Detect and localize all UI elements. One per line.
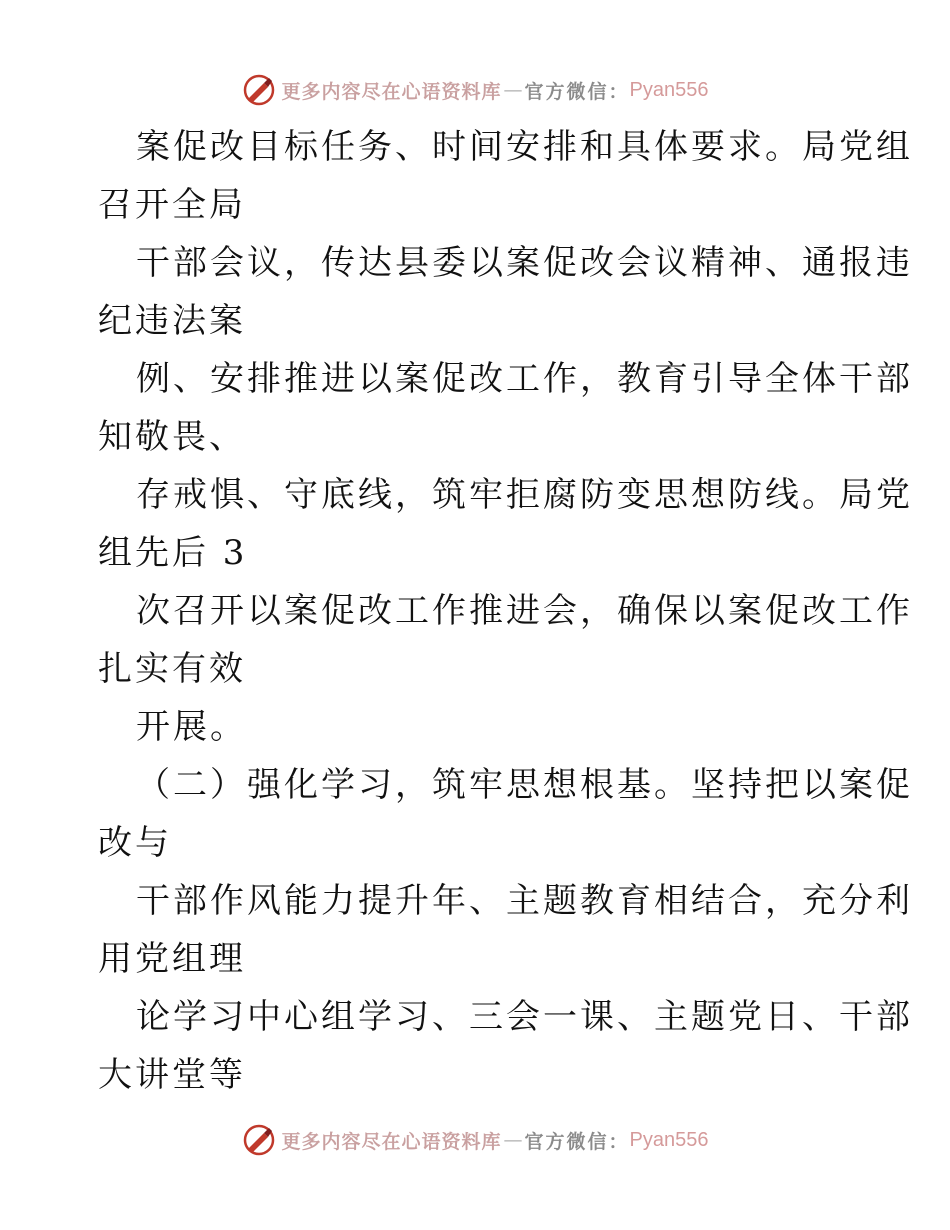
paragraph-line-wrapped: 召开全局 [98, 185, 246, 225]
watermark-text: 更多内容尽在心语资料库 [281, 80, 502, 103]
paragraph-line-indented: （二）强化学习，筑牢思想根基。坚持把以案促 [136, 765, 913, 805]
paragraph [98, 582, 913, 698]
paragraph-line-indented: 次召开以案促改工作推进会，确保以案促改工作 [136, 591, 913, 631]
paragraph-line-wrapped: 大讲堂等 [98, 1055, 246, 1095]
paragraph-line-indented: 存戒惧、守底线，筑牢拒腐防变思想防线。局党 [136, 475, 913, 515]
paragraph [98, 118, 913, 234]
paragraph-line-indented: 干部会议，传达县委以案促改会议精神、通报违 [136, 243, 913, 283]
paragraph-line-wrapped: 知敬畏、 [98, 417, 246, 457]
pen-logo-icon [242, 73, 276, 107]
paragraph [98, 350, 913, 466]
watermark-wechat-label: 官方微信： [524, 80, 630, 103]
watermark-wechat-label: 官方微信： [524, 1130, 630, 1153]
footer-watermark [0, 1122, 950, 1158]
paragraph-line-wrapped: 组先后 3 [98, 533, 248, 573]
paragraph-line-indented: 干部作风能力提升年、主题教育相结合，充分利 [136, 881, 913, 921]
paragraph-line-indented: 开展。 [136, 707, 247, 747]
paragraph-line-wrapped: 扎实有效 [98, 649, 246, 689]
paragraph [98, 872, 913, 988]
paragraph [98, 988, 913, 1104]
paragraph-line-indented: 案促改目标任务、时间安排和具体要求。局党组 [136, 127, 913, 167]
paragraph-line-indented: 论学习中心组学习、三会一课、主题党日、干部 [136, 997, 913, 1037]
paragraph-line-indented: 例、安排推进以案促改工作，教育引导全体干部 [136, 359, 913, 399]
watermark-wechat-id: Pyan556 [629, 78, 709, 101]
watermark-separator: — [503, 1129, 523, 1151]
pen-logo-icon [242, 1123, 276, 1157]
header-watermark [0, 72, 950, 108]
watermark-separator: — [503, 79, 523, 101]
paragraph-line-wrapped: 改与 [98, 823, 172, 863]
paragraph [98, 698, 858, 756]
paragraph [98, 466, 913, 582]
paragraph [98, 756, 913, 872]
paragraph-line-wrapped: 纪违法案 [98, 301, 246, 341]
watermark-wechat-id: Pyan556 [629, 1128, 709, 1151]
document-body [98, 118, 913, 1104]
paragraph-line-wrapped: 用党组理 [98, 939, 246, 979]
paragraph [98, 234, 913, 350]
watermark-text: 更多内容尽在心语资料库 [281, 1130, 502, 1153]
